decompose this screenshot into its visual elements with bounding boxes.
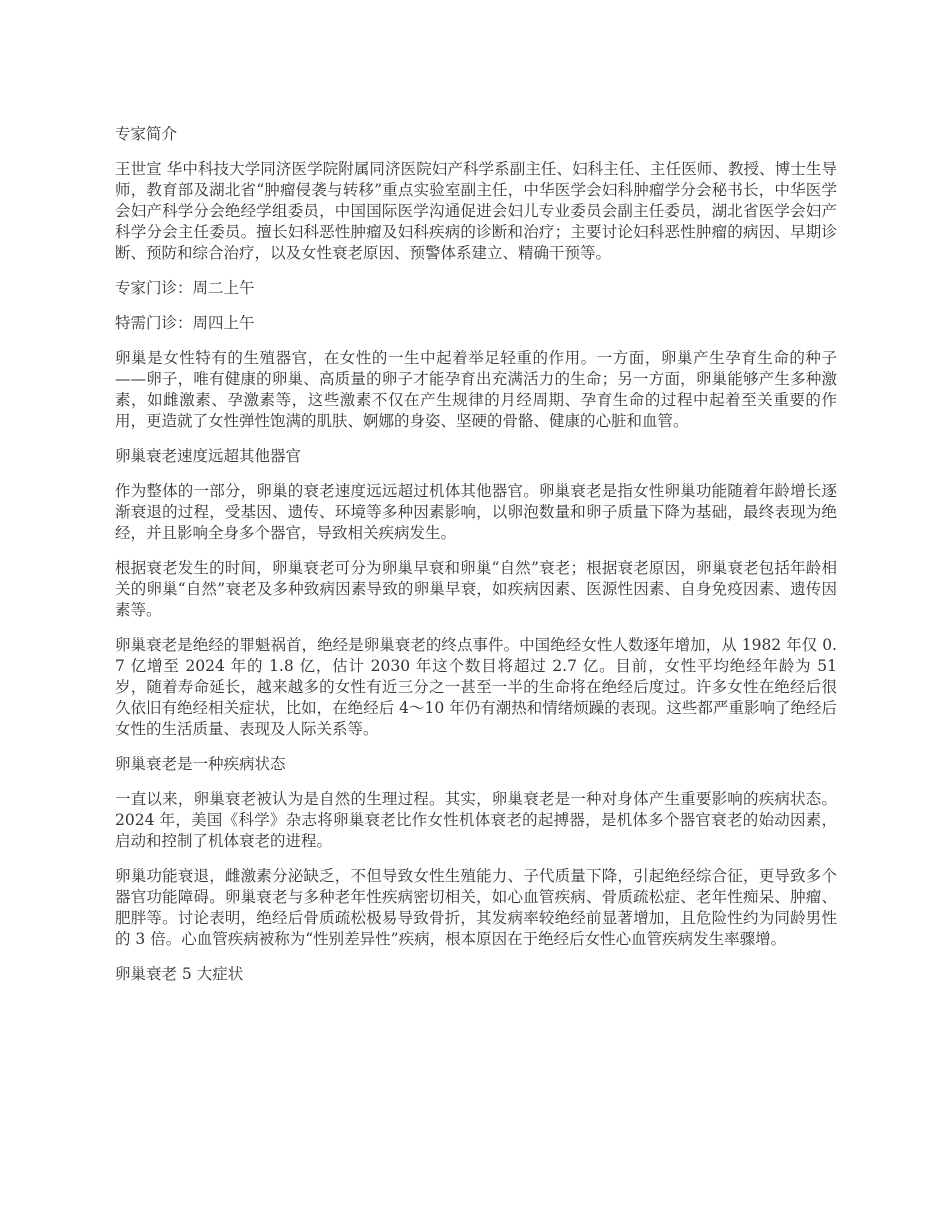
paragraph-menopause-stats: 卵巢衰老是绝经的罪魁祸首，绝经是卵巢衰老的终点事件。中国绝经女性人数逐年增加，从 1982 年仅 0.7 亿增至 2024 年的 1.8 亿，估计 2030 年这个数目将超过 2.7 亿。目前，女性平均绝经年龄为 51 岁，随着寿命延长，越来越多的女性有近三分之一甚至一半的生命将在绝经后度过。许多女性在绝经后很久依旧有绝经相关症状，比如，在绝经后 4～10 年仍有潮热和情绪烦躁的表现。这些都严重影响了绝经后女性的生活质量、表现及人际关系等。 xyxy=(115,636,837,738)
section-heading-aging-speed: 卵巢衰老速度远超其他器官 xyxy=(115,447,302,465)
paragraph-related-diseases: 卵巢功能衰退，雌激素分泌缺乏，不但导致女性生殖能力、子代质量下降，引起绝经综合征，更导致多个器官功能障碍。卵巢衰老与多种老年性疾病密切相关，如心血管疾病、骨质疏松症、老年性痴呆、肿瘤、肥胖等。讨论表明，绝经后骨质疏松极易导致骨折，其发病率较绝经前显著增加，且危险性约为同龄男性的 3 倍。心血管疾病被称为“性别差异性”疾病，根本原因在于绝经后女性心血管疾病发生率骤增。 xyxy=(115,867,837,948)
paragraph-ovary-role: 卵巢是女性特有的生殖器官，在女性的一生中起着举足轻重的作用。一方面，卵巢产生孕育生命的种子——卵子，唯有健康的卵巢、高质量的卵子才能孕育出充满活力的生命；另一方面，卵巢能够产生多种激素，如雌激素、孕激素等，这些激素不仅在产生规律的月经周期、孕育生命的过程中起着至关重要的作用，更造就了女性弹性饱满的肌肤、婀娜的身姿、坚硬的骨骼、健康的心脏和血管。 xyxy=(115,349,837,430)
paragraph-disease-state: 一直以来，卵巢衰老被认为是自然的生理过程。其实，卵巢衰老是一种对身体产生重要影响的疾病状态。2024 年，美国《科学》杂志将卵巢衰老比作女性机体衰老的起搏器，是机体多个器官衰老的始动因素，启动和控制了机体衰老的进程。 xyxy=(115,790,837,850)
paragraph-aging-definition: 作为整体的一部分，卵巢的衰老速度远远超过机体其他器官。卵巢衰老是指女性卵巢功能随着年龄增长逐渐衰退的过程，受基因、遗传、环境等多种因素影响，以卵泡数量和卵子质量下降为基础，最终表现为绝经，并且影响全身多个器官，导致相关疾病发生。 xyxy=(115,482,837,542)
section-heading-disease-state: 卵巢衰老是一种疾病状态 xyxy=(115,755,286,773)
section-heading-five-symptoms: 卵巢衰老 5 大症状 xyxy=(115,965,244,983)
section-heading-expert-intro: 专家简介 xyxy=(115,125,178,143)
article-body xyxy=(115,124,837,999)
clinic-schedule-special: 特需门诊：周四上午 xyxy=(115,314,255,332)
paragraph-expert-bio: 王世宣 华中科技大学同济医学院附属同济医院妇产科学系副主任、妇科主任、主任医师、教授、博士生导师，教育部及湖北省“肿瘤侵袭与转移”重点实验室副主任，中华医学会妇科肿瘤学分会秘书长，中华医学会妇产科学分会绝经学组委员，中国国际医学沟通促进会妇儿专业委员会副主任委员，湖北省医学会妇产科学分会主任委员。擅长妇科恶性肿瘤及妇科疾病的诊断和治疗；主要讨论妇科恶性肿瘤的病因、早期诊断、预防和综合治疗，以及女性衰老原因、预警体系建立、精确干预等。 xyxy=(115,160,837,262)
clinic-schedule-expert: 专家门诊：周二上午 xyxy=(115,279,255,297)
paragraph-aging-classification: 根据衰老发生的时间，卵巢衰老可分为卵巢早衰和卵巢“自然”衰老；根据衰老原因，卵巢衰老包括年龄相关的卵巢“自然”衰老及多种致病因素导致的卵巢早衰，如疾病因素、医源性因素、自身免疫因素、遗传因素等。 xyxy=(115,559,837,619)
